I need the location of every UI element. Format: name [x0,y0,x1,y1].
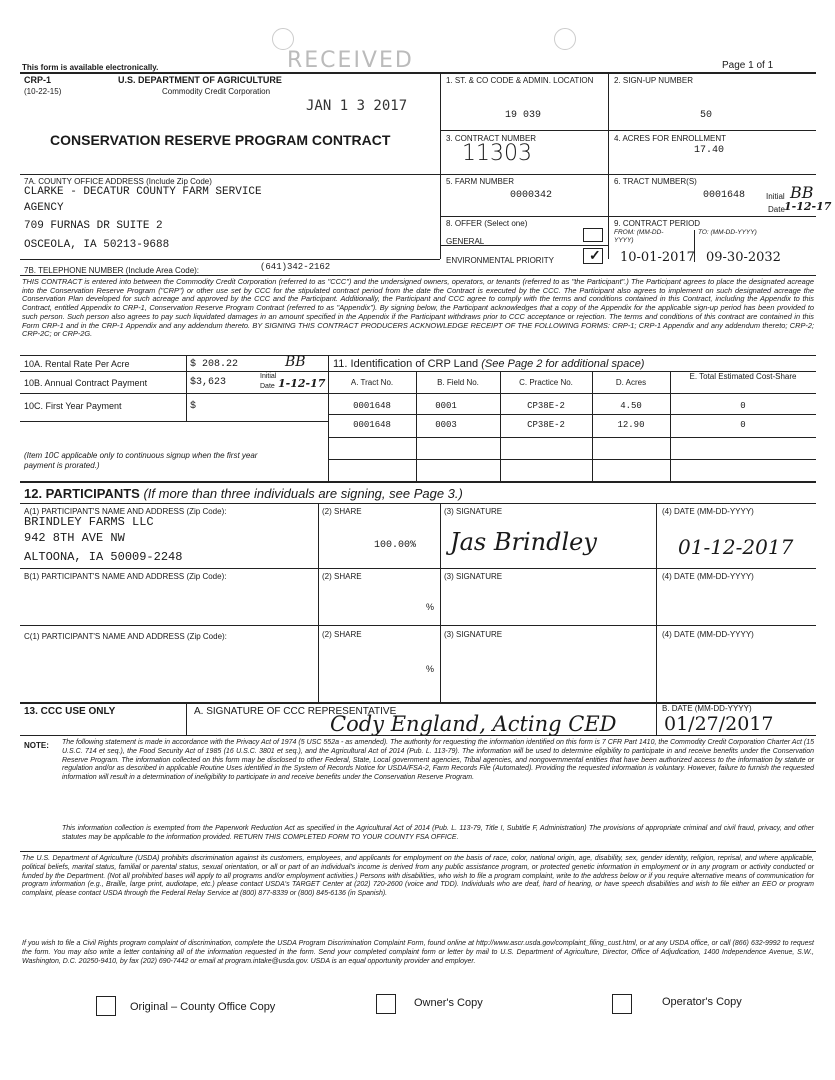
crp-land-title: 11. Identification of CRP Land [333,358,479,370]
field-7a-line4: OSCEOLA, IA 50213-9688 [24,239,170,251]
original-copy-checkbox[interactable] [96,996,116,1016]
participant-b-share-label: (2) SHARE [322,572,362,581]
electronic-note: This form is available electronically. [22,63,159,72]
field-6-label: 6. TRACT NUMBER(S) [614,177,697,186]
form-id: CRP-1 [24,75,52,85]
field-7a-label: 7A. COUNTY OFFICE ADDRESS (Include Zip Code) [24,177,212,186]
row2-cost: 0 [740,420,746,430]
original-copy-label: Original – County Office Copy [130,1001,276,1013]
field-6-date-label: Date [768,205,785,214]
field-5-label: 5. FARM NUMBER [446,177,515,186]
participant-b-signature-label: (3) SIGNATURE [444,572,503,581]
note-label: NOTE: [24,741,49,750]
owner-copy-checkbox[interactable] [376,994,396,1014]
field-9-from-label: FROM: (MM-DD-YYYY) [614,229,664,244]
department: U.S. DEPARTMENT OF AGRICULTURE [118,75,282,85]
row1-tract: 0001648 [353,401,391,411]
participant-a-date: 01-12-2017 [678,535,794,559]
participant-a-address: 942 8TH AVE NW [24,531,125,545]
first-year-note: (Item 10C applicable only to continuous signup when the first year payment is prorated.) [24,451,258,470]
owner-copy-label: Owner's Copy [414,997,483,1009]
ccc-date-label: B. DATE (MM-DD-YYYY) [662,704,752,713]
field-6-date: 1-12-17 [784,200,832,213]
field-2-value: 50 [700,110,713,121]
participant-a-label: A(1) PARTICIPANT'S NAME AND ADDRESS (Zip Code): [24,507,227,516]
annual-payment-value: $3,623 [190,377,227,388]
col-field: B. Field No. [437,378,479,387]
field-6-value: 0001648 [703,190,746,201]
field-7a-line1: CLARKE - DECATUR COUNTY FARM SERVICE [24,186,262,198]
form-title: CONSERVATION RESERVE PROGRAM CONTRACT [50,132,391,148]
col-cost: E. Total Estimated Cost-Share [689,372,797,381]
privacy-note: The following statement is made in accordance with the Privacy Act of 1974 (5 USC 552a - as amended). The authority for requesting the information identified on this form is 7 CFR Part 1410, the Commodity Credit Corporation Charter Act (15 U.S.C. 714 et seq.), the Food Security Act of 1985 (16 U.S.C. 3801 et seq.), and the Agricultural Act of 2014 (Pub. L. 113-79). The information will be used to determine eligibility to participate in and receive benefits under the Conservation Reserve Program. The information collected on this form may be disclosed to other Federal, State, Local government agencies, Tribal agencies, and nongovernmental entities that have been authorized access to the information by statute or regulation and/or as described in applicable Routine Uses identified in the System of Records Notice for USDA/FSA-2, Farm Records File (Automated). Providing the requested information is voluntary. However, failure to furnish the requested information will result in a determination of ineligibility to participate in and receive benefits under the Conservation Reserve Program. [62,739,814,782]
crp-land-note: (See Page 2 for additional space) [481,358,645,370]
field-9-to-value: 09-30-2032 [706,250,781,265]
first-year-label: 10C. First Year Payment [24,401,122,411]
row1-field: 0001 [435,401,457,411]
ccc-signature: Cody England, Acting CED [330,712,617,736]
received-stamp: RECEIVED [287,48,414,73]
paperwork-note: This information collection is exempted from the Paperwork Reduction Act as specified in the Agricultural Act of 2014 (Pub. L. 113-79, Title I, Subtitle F, Administration) The provisions of appropriate criminal and civil fraud, privacy, and other statutes may be applicable to the information provided. RETURN THIS COMPLETED FORM TO YOUR COUNTY FSA OFFICE. [62,825,814,841]
ccc-date: 01/27/2017 [664,713,774,735]
participants-title: 12. PARTICIPANTS [24,486,140,501]
form-date: (10-22-15) [24,87,62,96]
row2-tract: 0001648 [353,420,391,430]
check-mark: ✓ [589,247,601,263]
participant-a-signature: Jas Brindley [450,528,597,556]
nondiscrimination-statement: The U.S. Department of Agriculture (USDA) prohibits discrimination against its customers, employees, and applicants for employment on the basis of race, color, national origin, age, disability, sex, gender identity, religion, reprisal, and where applicable, political beliefs, marital status, familial or parental status, sexual orientation, or all or part of an individual's income is derived from any public assistance program, or protected genetic information in employment or in any program or activity conducted or funded by the Department. (Not all prohibited bases will apply to all programs and/or employment activities.) Persons with disabilities, who wish to file a program complaint, write to the address below or if you require alternative means of communication for program information (e.g., Braille, large print, audiotape, etc.) please contact USDA's TARGET Center at (202) 720-2600 (voice and TDD). Individuals who are deaf, hard of hearing, or have speech disabilities and wish to file either an EEO or program complaint, please contact USDA through the Federal Relay Service at (800) 877-8339 or (800) 845-6136 (in Spanish). [22,855,814,898]
field-6-initial: BB [790,183,814,202]
annual-date-value: 1-12-17 [278,377,326,390]
general-checkbox[interactable] [583,228,603,242]
row2-field: 0003 [435,420,457,430]
participant-b-date-label: (4) DATE (MM-DD-YYYY) [662,572,754,581]
punch-hole-left [272,28,294,50]
field-5-value: 0000342 [510,190,553,201]
ccc-label: 13. CCC USE ONLY [24,706,116,717]
participant-a-share-label: (2) SHARE [322,507,362,516]
field-7b-label: 7B. TELEPHONE NUMBER (Include Area Code): [24,266,200,275]
annual-payment-label: 10B. Annual Contract Payment [24,378,148,388]
col-acres: D. Acres [615,378,647,387]
field-7a-line2: AGENCY [24,202,64,214]
row1-cost: 0 [740,401,746,411]
field-3-label: 3. CONTRACT NUMBER [446,134,537,143]
field-2-label: 2. SIGN-UP NUMBER [614,76,693,85]
rate-value: $ 208.22 [190,359,239,370]
field-6-initial-label: Initial [766,192,785,201]
field-1-label: 1. ST. & CO CODE & ADMIN. LOCATION [446,76,594,85]
field-9-label: 9. CONTRACT PERIOD [614,219,701,228]
environmental-checkbox[interactable] [583,248,603,264]
rate-label: 10A. Rental Rate Per Acre [24,359,130,369]
field-8-label: 8. OFFER (Select one) [446,219,528,228]
offer-general: GENERAL [446,237,485,246]
participant-c-signature-label: (3) SIGNATURE [444,630,503,639]
participants-title-wrap [24,486,463,501]
offer-environmental: ENVIRONMENTAL PRIORITY [446,256,555,265]
field-1-value: 19 039 [505,110,542,121]
field-9-to-label: TO: (MM-DD-YYYY) [698,229,757,236]
contract-intro: THIS CONTRACT is entered into between the Commodity Credit Corporation (referred to as "CCC") and the undersigned owners, operators, or tenants (referred to as "the Participant".) The Participant agrees to place the designated acreage into the Conservation Reserve Program ("CRP") or other use set by CCC for the stipulated contract period from the date the Contract is executed by the CCC. The Participant also agrees to implement on such designated acreage the Conservation Plan developed for such acreage and approved by the CCC and the Participant. Additionally, the Participant and CCC agree to comply with the terms and conditions contained in this Contract, including the Appendix to this Contract, entitled Appendix to CRP-1, Conservation Reserve Program Contract (referred to as "Appendix"). By signing below, the Participant acknowledges that a copy of the Appendix for the applicable sign-up period has been provided to such person. Such person also agrees to pay such liquidated damages in an amount specified in the Appendix if the Participant withdraws prior to CCC acceptance or rejection. The terms and conditions of this contract are contained in this Form CRP-1 and in the CRP-1 Appendix and any addendum thereto. BY SIGNING THIS CONTRACT PRODUCERS ACKNOWLEDGE RECEIPT OF THE FOLLOWING FORMS: CRP-1; CRP-1 Appendix and any addendum thereto; CRP-2; CRP-2C; or CRP-2G. [22,277,814,339]
field-4-label: 4. ACRES FOR ENROLLMENT [614,134,727,143]
page-indicator: Page 1 of 1 [722,60,774,71]
participant-a-date-label: (4) DATE (MM-DD-YYYY) [662,507,754,516]
participant-c-share-label: (2) SHARE [322,630,362,639]
participant-a-name: BRINDLEY FARMS LLC [24,515,154,529]
annual-initial-label: Initial [260,373,277,380]
participant-b-pct: % [426,602,435,612]
col-tract: A. Tract No. [350,378,394,387]
field-4-value: 17.40 [694,145,725,156]
field-3-value: 11303 [462,141,532,166]
row1-practice: CP38E-2 [527,401,565,411]
participant-b-label: B(1) PARTICIPANT'S NAME AND ADDRESS (Zip Code): [24,572,227,581]
participant-c-date-label: (4) DATE (MM-DD-YYYY) [662,630,754,639]
participant-c-pct: % [426,664,435,674]
first-year-value: $ [190,401,197,412]
corporation: Commodity Credit Corporation [162,87,271,96]
participant-a-share: 100.00% [374,540,417,551]
operator-copy-label: Operator's Copy [662,996,742,1008]
rate-initial: BB [285,354,306,370]
punch-hole-right [554,28,576,50]
field-7a-line3: 709 FURNAS DR SUITE 2 [24,220,163,232]
row1-acres: 4.50 [620,401,642,411]
operator-copy-checkbox[interactable] [612,994,632,1014]
row2-acres: 12.90 [617,420,645,430]
col-practice: C. Practice No. [519,378,573,387]
ccc-signature-label: A. SIGNATURE OF CCC REPRESENTATIVE [194,706,397,717]
participant-c-label: C(1) PARTICIPANT'S NAME AND ADDRESS (Zip Code): [24,632,227,641]
field-7b-value: (641)342-2162 [260,262,331,272]
participants-note: (If more than three individuals are signing, see Page 3.) [143,486,463,501]
participant-a-signature-label: (3) SIGNATURE [444,507,503,516]
received-date: JAN 1 3 2017 [306,98,408,114]
field-9-from-value: 10-01-2017 [620,250,695,265]
civil-rights-statement: If you wish to file a Civil Rights program complaint of discrimination, complete the USDA Program Discrimination Complaint Form, found online at http://www.ascr.usda.gov/complaint_filing_cust.html, or at any USDA office, or call (866) 632-9992 to request the form. You may also write a letter containing all of the information requested in the form. Send your completed complaint form or letter by mail to U.S. Department of Agriculture, Director, Office of Adjudication, 1400 Independence Avenue, S.W., Washington, D.C. 20250-9410, by fax (202) 690-7442 or email at program.intake@usda.gov. USDA is an equal opportunity provider and employer. [22,940,814,965]
participant-a-city: ALTOONA, IA 50009-2248 [24,550,183,564]
crp-land-title-wrap [333,358,644,370]
row2-practice: CP38E-2 [527,420,565,430]
annual-date-label: Date [260,383,275,390]
